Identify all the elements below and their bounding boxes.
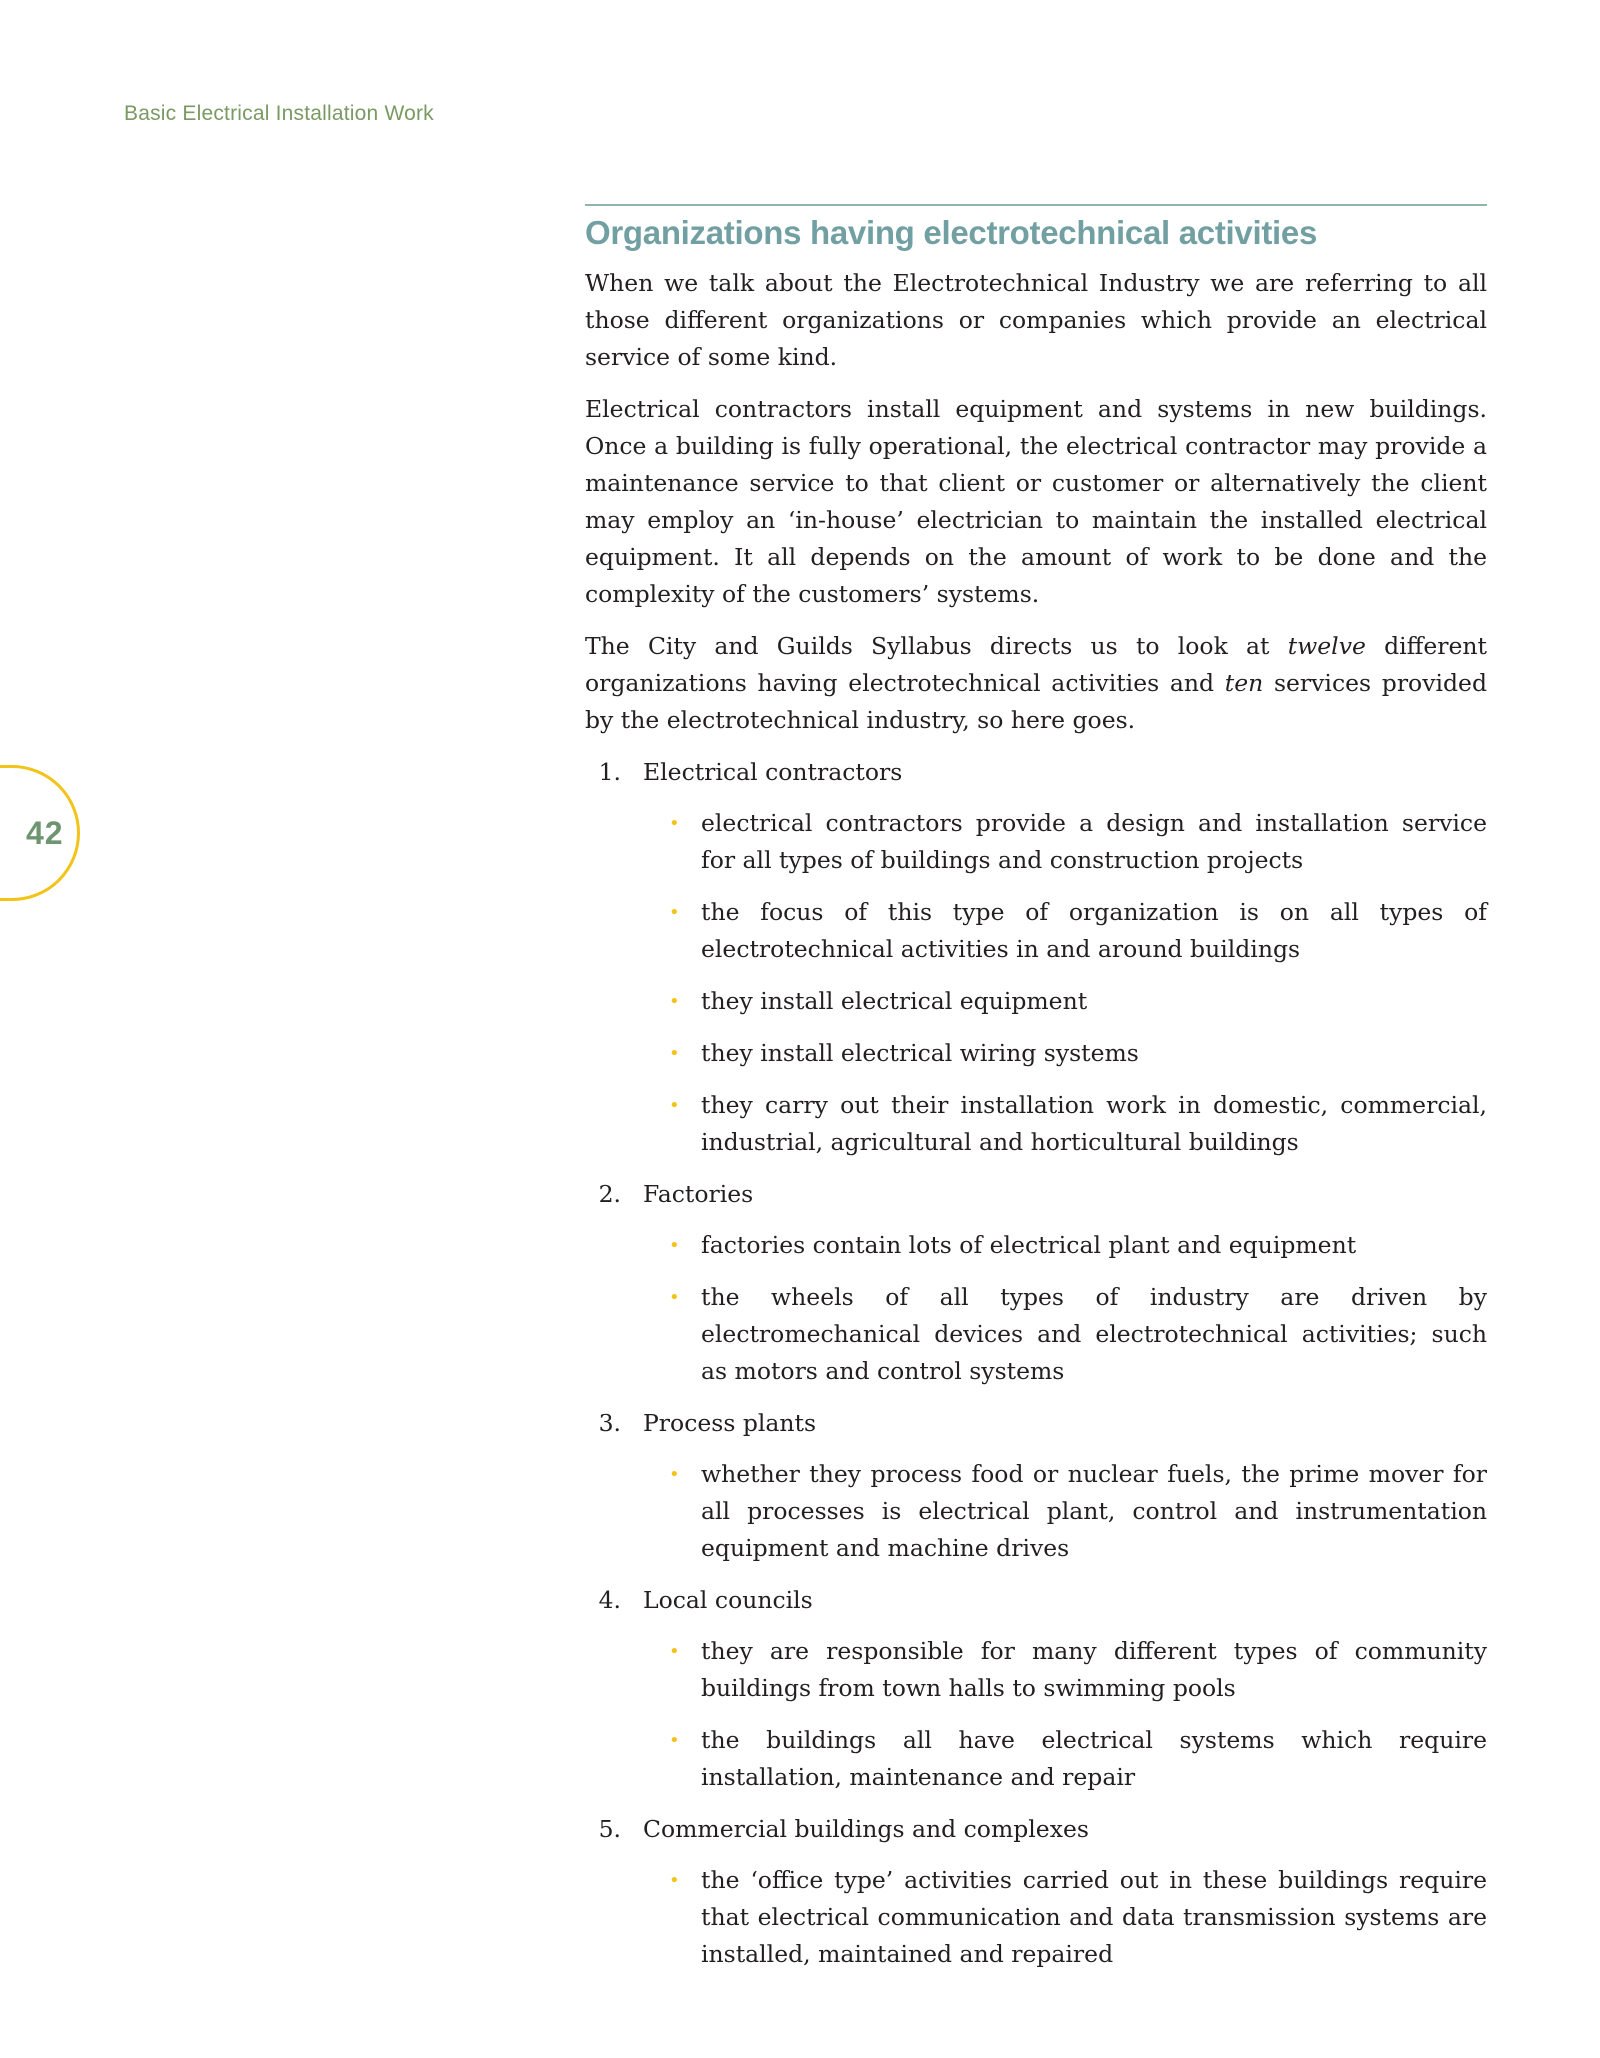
list-item-title: Electrical contractors xyxy=(643,758,903,786)
bullet-text: they carry out their installation work in domestic, commercial, industrial, agricultural and horticultural buildings xyxy=(701,1091,1487,1156)
organization-list xyxy=(585,754,1487,1973)
bullet-dot-icon: • xyxy=(669,1641,680,1662)
bullet-dot-icon: • xyxy=(669,1043,680,1064)
bullet-dot-icon: • xyxy=(669,813,680,834)
list-item-heading xyxy=(585,1582,1487,1619)
list-item xyxy=(585,1811,1487,1973)
bullet-text: electrical contractors provide a design and installation service for all types of buildings and construction projects xyxy=(701,809,1487,874)
bullet-text: they install electrical wiring systems xyxy=(701,1039,1139,1067)
paragraph: Electrical contractors install equipment and systems in new buildings. Once a building is fully operational, the electrical contractor may provide a maintenance service to that client or customer or alternatively the client may employ an ‘in-house’ electrician to maintain the installed electrical equipment. It all depends on the amount of work to be done and the complexity of the customers’ systems. xyxy=(585,395,1487,608)
section-rule xyxy=(585,204,1487,206)
bullet-item xyxy=(585,983,1487,1020)
bullet-list xyxy=(585,805,1487,1161)
list-item xyxy=(585,1405,1487,1567)
bullet-dot-icon: • xyxy=(669,1730,680,1751)
list-item-heading xyxy=(585,1405,1487,1442)
bullet-list xyxy=(585,1633,1487,1796)
bullet-item xyxy=(585,1722,1487,1796)
bullet-item xyxy=(585,1087,1487,1161)
bullet-text: the ‘office type’ activities carried out in these buildings require that electrical communication and data transmission systems are installed, maintained and repaired xyxy=(701,1866,1487,1968)
list-item-title: Local councils xyxy=(643,1586,813,1614)
bullet-text: whether they process food or nuclear fuels, the prime mover for all processes is electrical plant, control and instrumentation equipment and machine drives xyxy=(701,1460,1487,1562)
list-item-title: Process plants xyxy=(643,1409,817,1437)
bullet-dot-icon: • xyxy=(669,1287,680,1308)
page-number: 42 xyxy=(26,815,64,851)
bullet-dot-icon: • xyxy=(669,1235,680,1256)
intro-text: different organizations having electrotechnical activities and xyxy=(585,632,1487,697)
bullet-text: the focus of this type of organization is on all types of electrotechnical activities in and around buildings xyxy=(701,898,1487,963)
list-item-title: Factories xyxy=(643,1180,754,1208)
bullet-list xyxy=(585,1456,1487,1567)
list-item-number: 5. xyxy=(598,1815,621,1843)
list-item-heading xyxy=(585,754,1487,791)
bullet-item xyxy=(585,1456,1487,1567)
running-header: Basic Electrical Installation Work xyxy=(124,102,434,125)
bullet-text: they are responsible for many different types of community buildings from town halls to swimming pools xyxy=(701,1637,1487,1702)
intro-text: services provided by the electrotechnical industry, so here goes. xyxy=(585,669,1487,734)
bullet-item xyxy=(585,1862,1487,1973)
list-item-number: 1. xyxy=(598,758,621,786)
intro-paragraph xyxy=(585,628,1487,739)
bullet-list xyxy=(585,1862,1487,1973)
bullet-dot-icon: • xyxy=(669,1095,680,1116)
emphasis-twelve: twelve xyxy=(1287,632,1366,660)
bullet-item xyxy=(585,1035,1487,1072)
paragraph: When we talk about the Electrotechnical Industry we are referring to all those different organizations or companies which provide an electrical service of some kind. xyxy=(585,269,1487,371)
bullet-dot-icon: • xyxy=(669,991,680,1012)
bullet-list xyxy=(585,1227,1487,1390)
bullet-text: they install electrical equipment xyxy=(701,987,1088,1015)
bullet-dot-icon: • xyxy=(669,1870,680,1891)
emphasis-ten: ten xyxy=(1224,669,1264,697)
intro-text: The City and Guilds Syllabus directs us to look at xyxy=(585,632,1288,660)
list-item xyxy=(585,754,1487,1161)
list-item-heading xyxy=(585,1811,1487,1848)
list-item-number: 4. xyxy=(598,1586,621,1614)
bullet-dot-icon: • xyxy=(669,1464,680,1485)
main-content xyxy=(585,204,1487,1988)
list-item-number: 3. xyxy=(598,1409,621,1437)
bullet-item xyxy=(585,1633,1487,1707)
bullet-item xyxy=(585,1279,1487,1390)
list-item-number: 2. xyxy=(598,1180,621,1208)
bullet-dot-icon: • xyxy=(669,902,680,923)
list-item xyxy=(585,1582,1487,1796)
list-item xyxy=(585,1176,1487,1390)
bullet-item xyxy=(585,805,1487,879)
list-item-heading xyxy=(585,1176,1487,1213)
bullet-text: the buildings all have electrical systems which require installation, maintenance and repair xyxy=(701,1726,1487,1791)
section-title: Organizations having electrotechnical activities xyxy=(585,214,1317,251)
bullet-text: the wheels of all types of industry are driven by electromechanical devices and electrotechnical activities; such as motors and control systems xyxy=(701,1283,1487,1385)
bullet-item xyxy=(585,1227,1487,1264)
list-item-title: Commercial buildings and complexes xyxy=(643,1815,1089,1843)
bullet-item xyxy=(585,894,1487,968)
bullet-text: factories contain lots of electrical plant and equipment xyxy=(701,1231,1357,1259)
